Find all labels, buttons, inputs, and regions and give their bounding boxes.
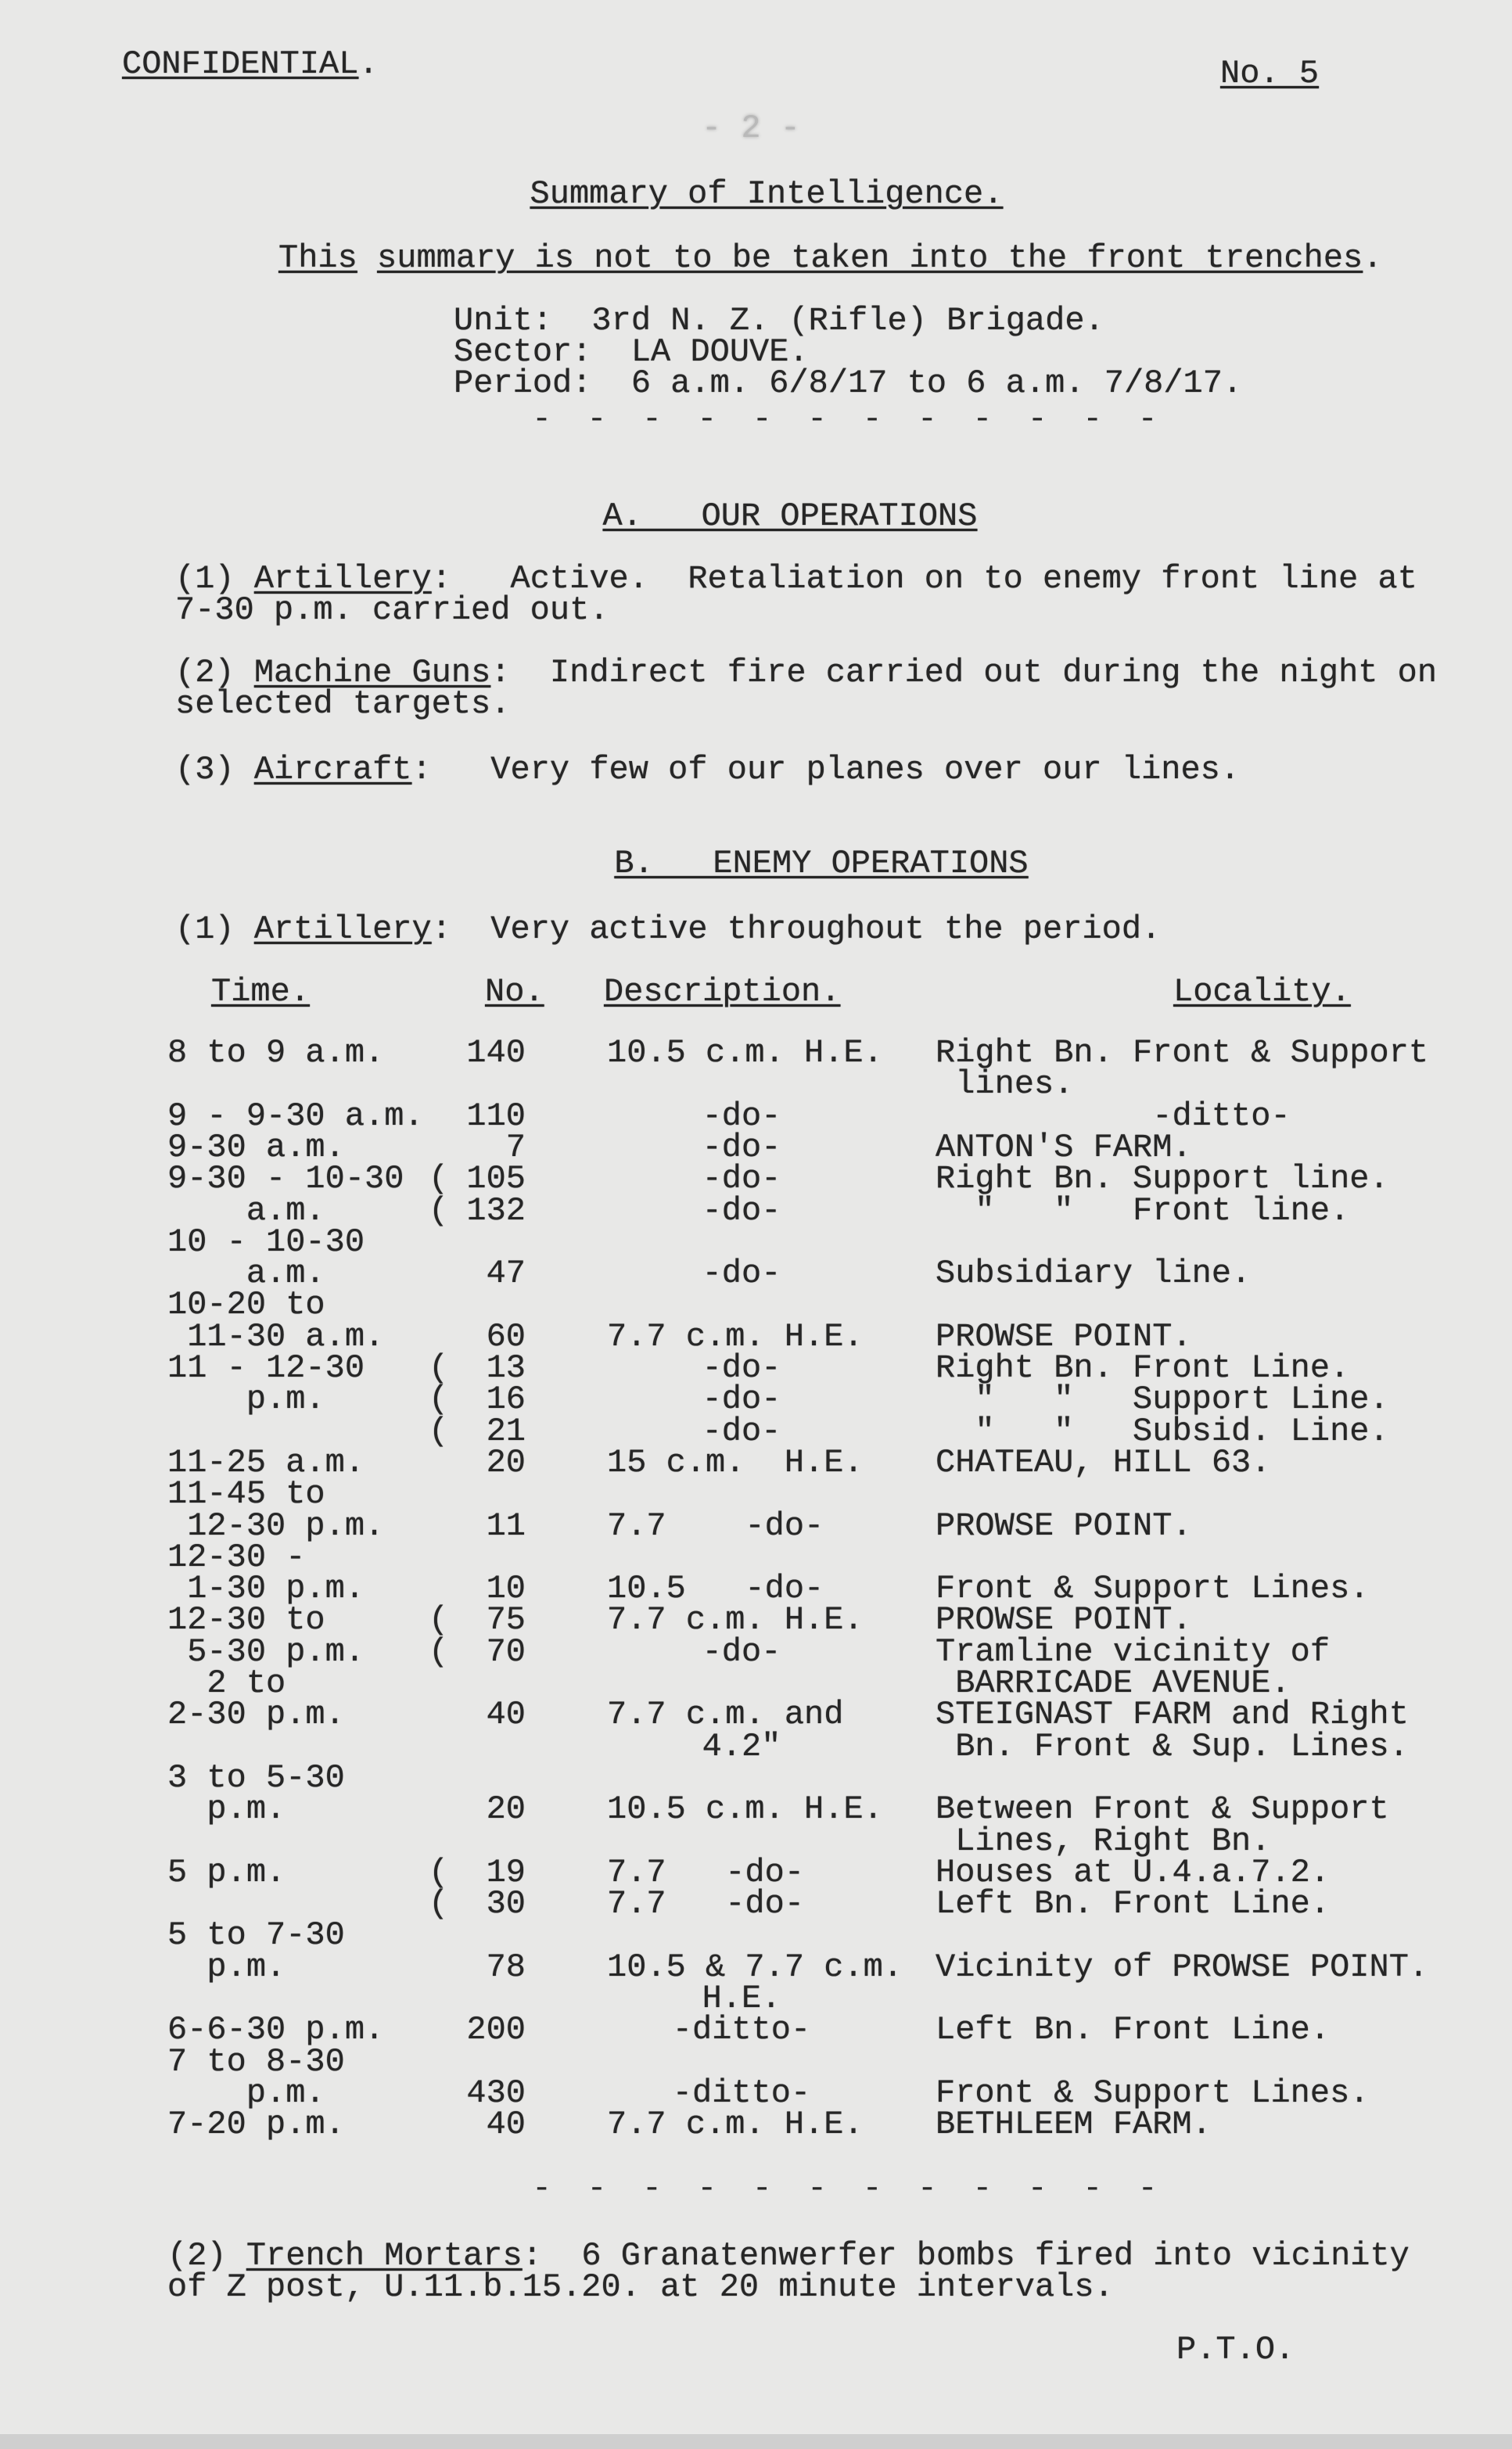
cell-time: 12-30 -	[167, 1538, 306, 1576]
item-text: : Indirect fire carried out during the night on	[490, 654, 1438, 691]
header-no: No.	[485, 973, 544, 1011]
section-b-heading: B. ENEMY OPERATIONS	[614, 845, 1029, 882]
cell-bracket: (	[429, 1349, 449, 1387]
item-text: : Very few of our planes over our lines.	[411, 751, 1241, 788]
cell-bracket: (	[429, 1601, 449, 1639]
header-time: Time.	[211, 973, 311, 1011]
item-text: : 6 Granatenwerfer bombs fired into vicinity	[522, 2237, 1410, 2275]
cell-description: -ditto-	[672, 2074, 811, 2112]
cell-description: 10.5 c.m. H.E.	[607, 1790, 883, 1829]
cell-no: 40	[486, 2106, 526, 2144]
item-text-continued: 7-30 p.m. carried out.	[175, 591, 609, 629]
cell-no: 60	[486, 1317, 526, 1356]
warning-prefix: This	[278, 239, 357, 277]
cell-no: 47	[486, 1255, 526, 1293]
cell-description: -do-	[702, 1255, 781, 1293]
classification-text: CONFIDENTIAL	[122, 45, 359, 83]
item-label: Trench Mortars	[246, 2237, 523, 2275]
cell-locality: PROWSE POINT.	[936, 1506, 1192, 1545]
item-number: (2)	[167, 2237, 227, 2275]
classification-label	[122, 45, 379, 83]
cell-time: p.m.	[167, 1790, 286, 1829]
cell-time: 11-25 a.m.	[167, 1443, 365, 1481]
cell-description: -do-	[702, 1381, 781, 1419]
cell-locality: PROWSE POINT.	[936, 1601, 1192, 1639]
cell-bracket: (	[429, 1885, 449, 1923]
cell-time: 1-30 p.m.	[167, 1570, 365, 1608]
cell-time: 11 - 12-30	[167, 1349, 365, 1387]
cell-description: 7.7 -do-	[607, 1506, 824, 1545]
cell-time: 8 to 9 a.m.	[167, 1034, 385, 1072]
document-number: No. 5	[1220, 55, 1320, 92]
cell-no: 16	[486, 1381, 526, 1419]
cell-time: 10-20 to	[167, 1286, 325, 1324]
cell-description: 7.7 c.m. and	[607, 1696, 844, 1734]
cell-description: -do-	[702, 1412, 781, 1450]
cell-no: 110	[466, 1097, 526, 1135]
cell-no: 11	[486, 1506, 526, 1545]
cell-locality: Lines, Right Bn.	[936, 1822, 1271, 1860]
item-text-continued: selected targets.	[175, 685, 511, 723]
cell-description: -do-	[702, 1097, 781, 1135]
cell-locality: PROWSE POINT.	[936, 1317, 1192, 1356]
item-text: : Active. Retaliation on to enemy front line at	[431, 560, 1417, 598]
sector-line: Sector: LA DOUVE.	[454, 333, 809, 371]
cell-description: -do-	[702, 1128, 781, 1166]
item-label: Artillery	[253, 560, 432, 598]
cell-no: 40	[486, 1696, 526, 1734]
period-line: Period: 6 a.m. 6/8/17 to 6 a.m. 7/8/17.	[454, 364, 1243, 402]
item-line	[175, 654, 1438, 691]
item-number: (1)	[175, 560, 235, 598]
cell-no: 200	[466, 2011, 526, 2049]
cell-time: 2-30 p.m.	[167, 1696, 345, 1734]
cell-locality: " " Support Line.	[936, 1381, 1389, 1419]
cell-locality: Bn. Front & Sup. Lines.	[936, 1727, 1409, 1765]
cell-locality: Houses at U.4.a.7.2.	[936, 1853, 1331, 1891]
item-number: (3)	[175, 751, 235, 788]
cell-bracket: (	[429, 1191, 449, 1230]
cell-locality: Left Bn. Front Line.	[936, 1885, 1331, 1923]
cell-locality: CHATEAU, HILL 63.	[936, 1443, 1271, 1481]
item-line	[175, 560, 1417, 598]
cell-description: 15 c.m. H.E.	[607, 1443, 864, 1481]
cell-time: p.m.	[167, 2074, 325, 2112]
cell-time: 12-30 p.m.	[167, 1506, 385, 1545]
classification-suffix: .	[358, 45, 379, 83]
cell-locality: Vicinity of PROWSE POINT.	[936, 1948, 1429, 1986]
cell-time: p.m.	[167, 1948, 286, 1986]
cell-description: -ditto-	[672, 2011, 811, 2049]
page-edge	[0, 2434, 1512, 2449]
cell-no: 19	[486, 1853, 526, 1891]
cell-no: 430	[466, 2074, 526, 2112]
cell-time: a.m.	[167, 1191, 325, 1230]
item-line	[175, 751, 1241, 788]
cell-time: 9 - 9-30 a.m.	[167, 1097, 424, 1135]
cell-locality: Left Bn. Front Line.	[936, 2011, 1331, 2049]
item-text-continued: of Z post, U.11.b.15.20. at 20 minute intervals.	[167, 2268, 1114, 2306]
cell-no: 78	[486, 1948, 526, 1986]
cell-description: 4.2"	[702, 1727, 781, 1765]
cell-no: 20	[486, 1443, 526, 1481]
warning-suffix: .	[1363, 239, 1383, 277]
cell-description: 7.7 c.m. H.E.	[607, 1317, 864, 1356]
cell-time: a.m.	[167, 1255, 325, 1293]
cell-no: 70	[486, 1632, 526, 1671]
cell-locality: lines.	[936, 1065, 1074, 1104]
document-title: Summary of Intelligence.	[530, 175, 1004, 213]
cell-locality: " " Front line.	[936, 1191, 1350, 1230]
cell-time: 6-6-30 p.m.	[167, 2011, 385, 2049]
cell-locality: BETHLEEM FARM.	[936, 2106, 1212, 2144]
cell-description: 10.5 & 7.7 c.m.	[607, 1948, 903, 1986]
cell-description: 7.7 c.m. H.E.	[607, 1601, 864, 1639]
cell-time: 9-30 a.m.	[167, 1128, 345, 1166]
cell-no: 30	[486, 1885, 526, 1923]
separator-1: - - - - - - - - - - - -	[532, 400, 1165, 438]
cell-time: 5 to 7-30	[167, 1916, 345, 1955]
warning-text: summary is not to be taken into the front trenches	[377, 239, 1363, 277]
cell-time: 11-45 to	[167, 1475, 325, 1514]
cell-description: -do-	[702, 1191, 781, 1230]
item-label: Aircraft	[253, 751, 412, 788]
cell-locality: Right Bn. Front & Support	[936, 1034, 1429, 1072]
cell-no: 132	[466, 1191, 526, 1230]
cell-time: 2 to	[167, 1664, 286, 1702]
cell-locality: Right Bn. Support line.	[936, 1160, 1389, 1198]
cell-description: 7.7 -do-	[607, 1885, 805, 1923]
enemy-artillery-line	[175, 910, 1162, 948]
item-line	[167, 2237, 1410, 2275]
cell-description: 10.5 -do-	[607, 1570, 824, 1608]
cell-locality: Front & Support Lines.	[936, 1570, 1370, 1608]
cell-locality: -ditto-	[936, 1097, 1291, 1135]
cell-bracket: (	[429, 1160, 449, 1198]
cell-time: 9-30 - 10-30	[167, 1160, 404, 1198]
cell-time: 11-30 a.m.	[167, 1317, 385, 1356]
cell-locality: Tramline vicinity of	[936, 1632, 1331, 1671]
cell-no: 13	[486, 1349, 526, 1387]
cell-no: 20	[486, 1790, 526, 1829]
unit-line: Unit: 3rd N. Z. (Rifle) Brigade.	[454, 302, 1104, 339]
cell-time: 7 to 8-30	[167, 2042, 345, 2081]
cell-locality: Subsidiary line.	[936, 1255, 1252, 1293]
section-a-heading: A. OUR OPERATIONS	[602, 497, 978, 535]
item-label: Machine Guns	[253, 654, 491, 691]
cell-description: 7.7 -do-	[607, 1853, 805, 1891]
page-number: - 2 -	[701, 110, 801, 147]
cell-description: -do-	[702, 1349, 781, 1387]
cell-locality: " " Subsid. Line.	[936, 1412, 1389, 1450]
cell-locality: STEIGNAST FARM and Right	[936, 1696, 1409, 1734]
cell-locality: Between Front & Support	[936, 1790, 1389, 1829]
distribution-warning	[278, 239, 1383, 277]
cell-no: 105	[466, 1160, 526, 1198]
cell-no: 21	[486, 1412, 526, 1450]
cell-bracket: (	[429, 1632, 449, 1671]
cell-bracket: (	[429, 1853, 449, 1891]
header-locality: Locality.	[1173, 973, 1351, 1011]
cell-description: H.E.	[702, 1980, 781, 2017]
cell-time: 5 p.m.	[167, 1853, 286, 1891]
cell-time: 10 - 10-30	[167, 1223, 365, 1261]
cell-time: 7-20 p.m.	[167, 2106, 345, 2144]
cell-description: -do-	[702, 1160, 781, 1198]
item-text: : Very active throughout the period.	[431, 910, 1162, 948]
cell-time: 12-30 to	[167, 1601, 325, 1639]
cell-description: 7.7 c.m. H.E.	[607, 2106, 864, 2144]
cell-description: -do-	[702, 1632, 781, 1671]
cell-bracket: (	[429, 1381, 449, 1419]
cell-locality: ANTON'S FARM.	[936, 1128, 1192, 1166]
cell-time: 5-30 p.m.	[167, 1632, 365, 1671]
item-label: Artillery	[253, 910, 432, 948]
cell-no: 10	[486, 1570, 526, 1608]
separator-2: - - - - - - - - - - - -	[532, 2170, 1165, 2207]
item-number: (2)	[175, 654, 235, 691]
cell-bracket: (	[429, 1412, 449, 1450]
cell-time: p.m.	[167, 1381, 325, 1419]
header-description: Description.	[604, 973, 841, 1011]
cell-no: 140	[466, 1034, 526, 1072]
cell-locality: Front & Support Lines.	[936, 2074, 1370, 2112]
cell-time: 3 to 5-30	[167, 1758, 345, 1797]
cell-description: 10.5 c.m. H.E.	[607, 1034, 883, 1072]
item-number: (1)	[175, 910, 235, 948]
please-turn-over: P.T.O.	[1176, 2331, 1295, 2368]
cell-no: 75	[486, 1601, 526, 1639]
cell-locality: BARRICADE AVENUE.	[936, 1664, 1291, 1702]
cell-locality: Right Bn. Front Line.	[936, 1349, 1350, 1387]
cell-no: 7	[505, 1128, 526, 1166]
